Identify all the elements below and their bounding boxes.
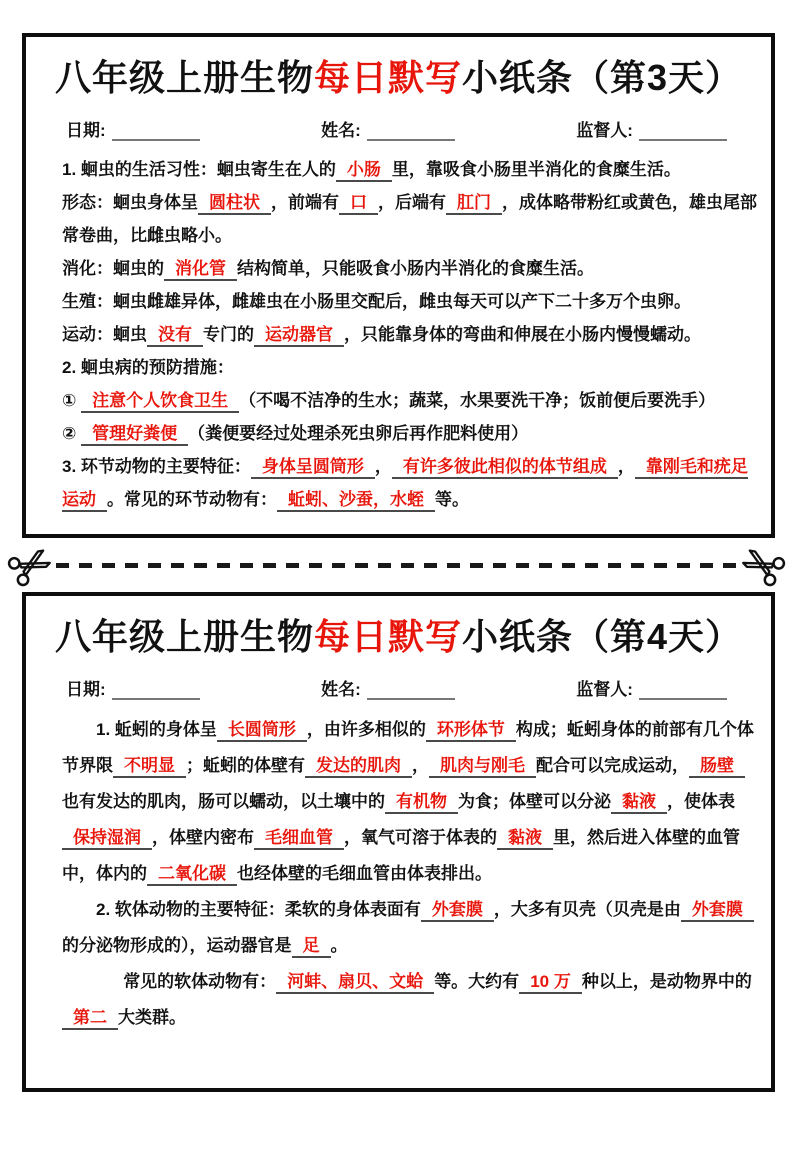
question-text: ，使体表 <box>667 792 735 811</box>
question-text: 3. 环节动物的主要特征： <box>62 457 251 476</box>
question-text: ， <box>374 457 392 476</box>
answer-blank: 圆柱状 <box>198 193 271 215</box>
supervisor-label: 监督人: <box>576 121 633 140</box>
question-text: 2. 软体动物的主要特征：柔软的身体表面有 <box>96 900 421 919</box>
worksheet-body-day4 <box>26 708 771 1036</box>
question-text: 种以上，是动物界中的 <box>581 972 752 991</box>
answer-blank: 长圆筒形 <box>217 720 307 742</box>
answer-blank: 保持湿润 <box>62 828 152 850</box>
answer-blank: 管理好粪便 <box>81 424 188 446</box>
question-text: 等。 <box>435 490 469 509</box>
worksheet-paragraph <box>62 892 761 964</box>
answer-blank: 河蚌、扇贝、文蛤 <box>276 972 434 994</box>
question-text: ，大多有贝壳（贝壳是由 <box>493 900 681 919</box>
title-prefix: 八年级上册生物 <box>54 57 314 98</box>
question-text: ，由许多相似的 <box>306 720 426 739</box>
meta-row <box>26 675 771 700</box>
worksheet-paragraph <box>62 450 761 516</box>
worksheet-title-day4 <box>26 614 771 659</box>
answer-blank: 注意个人饮食卫生 <box>81 391 239 413</box>
answer-blank: 肛门 <box>446 193 502 215</box>
question-text: 里，然后进入体壁的血管中，体内的 <box>62 828 740 883</box>
question-text: 常见的软体动物有： <box>123 972 277 991</box>
date-label: 日期: <box>66 680 106 699</box>
title-highlight: 每日默写 <box>313 616 462 657</box>
question-text: ， <box>617 457 635 476</box>
date-blank-line <box>112 126 200 141</box>
answer-blank: 黏液 <box>497 828 553 850</box>
answer-blank: 有机物 <box>385 792 458 814</box>
name-field <box>321 116 455 141</box>
answer-blank: 没有 <box>147 325 203 347</box>
question-text: ，体壁内密布 <box>152 828 254 847</box>
supervisor-field <box>576 116 727 141</box>
question-text: 运动：蛔虫 <box>62 325 147 344</box>
worksheet-paragraph <box>62 252 761 285</box>
answer-blank: 靠刚毛和疣足运动 <box>62 457 748 512</box>
worksheet-title-day3 <box>26 55 771 100</box>
answer-blank: 小肠 <box>336 160 392 182</box>
question-text: 也经体壁的毛细血管由体表排出。 <box>237 864 492 883</box>
date-label: 日期: <box>66 121 106 140</box>
answer-blank: 消化管 <box>164 259 237 281</box>
worksheet-paragraph <box>62 153 761 186</box>
question-text: 消化：蛔虫的 <box>62 259 164 278</box>
question-text: 。 <box>330 936 348 955</box>
question-text: 结构简单，只能吸食小肠内半消化的食糜生活。 <box>237 259 594 278</box>
question-text: ， <box>412 756 429 775</box>
question-text: ，成体略带粉红或黄色，雄虫尾部常卷曲，比雌虫略小。 <box>62 193 757 245</box>
question-text: ，氧气可溶于体表的 <box>344 828 497 847</box>
worksheet-paragraph <box>62 964 761 1036</box>
answer-blank: 肠壁 <box>689 756 745 778</box>
question-text: ，只能靠身体的弯曲和伸展在小肠内慢慢蠕动。 <box>344 325 701 344</box>
worksheet-card-day3 <box>22 33 775 538</box>
question-text: ，前端有 <box>271 193 339 212</box>
dashed-cut-line <box>56 563 737 568</box>
question-text: 的分泌物形成的），运动器官是 <box>62 936 292 955</box>
name-label: 姓名: <box>321 121 361 140</box>
question-text: 也有发达的肌肉，肠可以蠕动，以土壤中的 <box>62 792 385 811</box>
date-field <box>66 116 200 141</box>
answer-blank: 肌肉与刚毛 <box>429 756 536 778</box>
scissors-icon <box>732 537 791 594</box>
worksheet-paragraph <box>62 712 761 892</box>
answer-blank: 环形体节 <box>426 720 516 742</box>
question-text: 专门的 <box>203 325 254 344</box>
title-prefix: 八年级上册生物 <box>54 616 314 657</box>
answer-blank: 外套膜 <box>681 900 754 922</box>
supervisor-label: 监督人: <box>576 680 633 699</box>
name-label: 姓名: <box>321 680 361 699</box>
answer-blank: 身体呈圆筒形 <box>251 457 375 479</box>
date-field <box>66 675 200 700</box>
answer-blank: 口 <box>339 193 378 215</box>
worksheet-paragraph <box>62 186 761 252</box>
answer-blank: 有许多彼此相似的体节组成 <box>392 457 618 479</box>
question-text: 等。大约有 <box>434 972 520 991</box>
worksheet-card-day4 <box>22 592 775 1092</box>
supervisor-field <box>576 675 727 700</box>
name-blank-line <box>367 126 455 141</box>
question-text: 为食；体壁可以分泌 <box>458 792 611 811</box>
worksheet-paragraph <box>62 417 761 450</box>
worksheet-paragraph <box>62 351 761 384</box>
question-text: ① <box>62 391 82 410</box>
supervisor-blank-line <box>639 685 727 700</box>
answer-blank: 足 <box>292 936 331 958</box>
scissors-icon <box>1 537 60 594</box>
name-field <box>321 675 455 700</box>
answer-blank: 黏液 <box>611 792 667 814</box>
question-text: 构成；蚯蚓身体的前部有几个体节界限 <box>62 720 754 775</box>
answer-blank: 10 万 <box>519 972 582 994</box>
title-suffix: 小纸条（第3天） <box>462 57 743 98</box>
worksheet-paragraph <box>62 318 761 351</box>
answer-blank: 蚯蚓、沙蚕，水蛭 <box>277 490 435 512</box>
worksheet-paragraph <box>62 285 761 318</box>
answer-blank: 发达的肌肉 <box>305 756 412 778</box>
question-text: （粪便要经过处理杀死虫卵后再作肥料使用） <box>188 424 529 443</box>
title-highlight: 每日默写 <box>313 57 462 98</box>
name-blank-line <box>367 685 455 700</box>
answer-blank: 毛细血管 <box>254 828 344 850</box>
question-text: 配合可以完成运动， <box>536 756 689 775</box>
question-text: 。常见的环节动物有： <box>107 490 277 509</box>
question-text: 生殖：蛔虫雌雄异体，雌雄虫在小肠里交配后，雌虫每天可以产下二十多万个虫卵。 <box>62 292 691 311</box>
cut-line-divider <box>0 538 793 592</box>
question-text: 里，靠吸食小肠里半消化的食糜生活。 <box>391 160 681 179</box>
answer-blank: 不明显 <box>113 756 186 778</box>
question-text: （不喝不洁净的生水；蔬菜，水果要洗干净；饭前便后要洗手） <box>239 391 716 410</box>
worksheet-paragraph <box>62 384 761 417</box>
question-text: ② <box>62 424 82 443</box>
question-text: ；蚯蚓的体壁有 <box>186 756 305 775</box>
question-text: 大类群。 <box>118 1008 186 1027</box>
answer-blank: 第二 <box>62 1008 118 1030</box>
question-text: 2. 蛔虫病的预防措施： <box>62 358 234 377</box>
question-text: ，后端有 <box>378 193 446 212</box>
answer-blank: 二氧化碳 <box>147 864 237 886</box>
worksheet-body-day3 <box>26 149 771 516</box>
answer-blank: 外套膜 <box>421 900 494 922</box>
supervisor-blank-line <box>639 126 727 141</box>
meta-row <box>26 116 771 141</box>
title-suffix: 小纸条（第4天） <box>462 616 743 657</box>
question-text: 1. 蛔虫的生活习性：蛔虫寄生在人的 <box>62 160 336 179</box>
question-text: 1. 蚯蚓的身体呈 <box>96 720 217 739</box>
question-text: 形态：蛔虫身体呈 <box>62 193 198 212</box>
answer-blank: 运动器官 <box>254 325 344 347</box>
date-blank-line <box>112 685 200 700</box>
